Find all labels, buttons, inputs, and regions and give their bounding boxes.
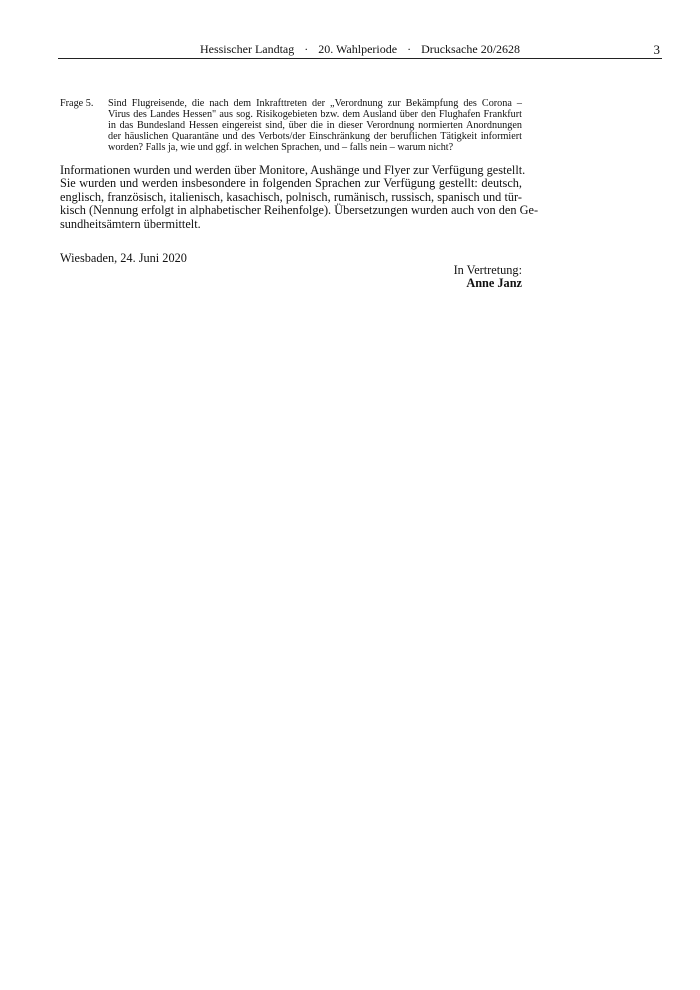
answer-line: Sie wurden und werden insbesondere in folgenden Sprachen zur Verfügung gestellt: deutsch, <box>60 176 522 191</box>
question-line: Virus des Landes Hessen" aus sog. Risikogebieten bzw. dem Ausland über den Flughafen Frankfurt <box>108 109 522 120</box>
header-title <box>58 42 662 57</box>
signature-name: Anne Janz <box>466 276 522 291</box>
place-date: Wiesbaden, 24. Juni 2020 <box>60 251 187 265</box>
answer-line: Informationen wurden und werden über Monitore, Aushänge und Flyer zur Verfügung gestellt. <box>60 163 526 177</box>
answer-line: kisch (Nennung erfolgt in alphabetischer Reihenfolge). Übersetzungen wurden auch von den Ge- <box>60 203 539 218</box>
question-line: worden? Falls ja, wie und ggf. in welchen Sprachen, und – falls nein – warum nicht? <box>108 142 454 153</box>
answer-line: sundheitsämtern übermittelt. <box>60 216 201 231</box>
signature-role: In Vertretung: <box>453 263 522 277</box>
header-period: 20. Wahlperiode <box>318 42 398 56</box>
question-line: Sind Flugreisende, die nach dem Inkrafttreten der „Verordnung zur Bekämpfung des Corona – <box>108 98 522 109</box>
question-label: Frage 5. <box>60 98 94 109</box>
page-number: 3 <box>653 42 660 57</box>
header-parliament: Hessischer Landtag <box>199 42 295 56</box>
question-line: der häuslichen Quarantäne und des Verbots/der Einschränkung der beruflichen Tätigkeit informiert <box>108 131 522 142</box>
page-header <box>58 42 662 59</box>
question-line: in das Bundesland Hessen eingereist sind, über die in dieser Verordnung normierten Anordnungen <box>108 120 522 131</box>
signature-block <box>454 264 522 291</box>
header-separator: · <box>304 42 309 56</box>
answer-line: englisch, französisch, italienisch, kasachisch, polnisch, rumänisch, russisch, spanisch und tür- <box>60 189 522 204</box>
header-document-number: Drucksache 20/2628 <box>421 42 521 56</box>
header-separator: · <box>407 42 412 56</box>
answer-paragraph <box>60 163 539 231</box>
question-text <box>108 98 522 153</box>
